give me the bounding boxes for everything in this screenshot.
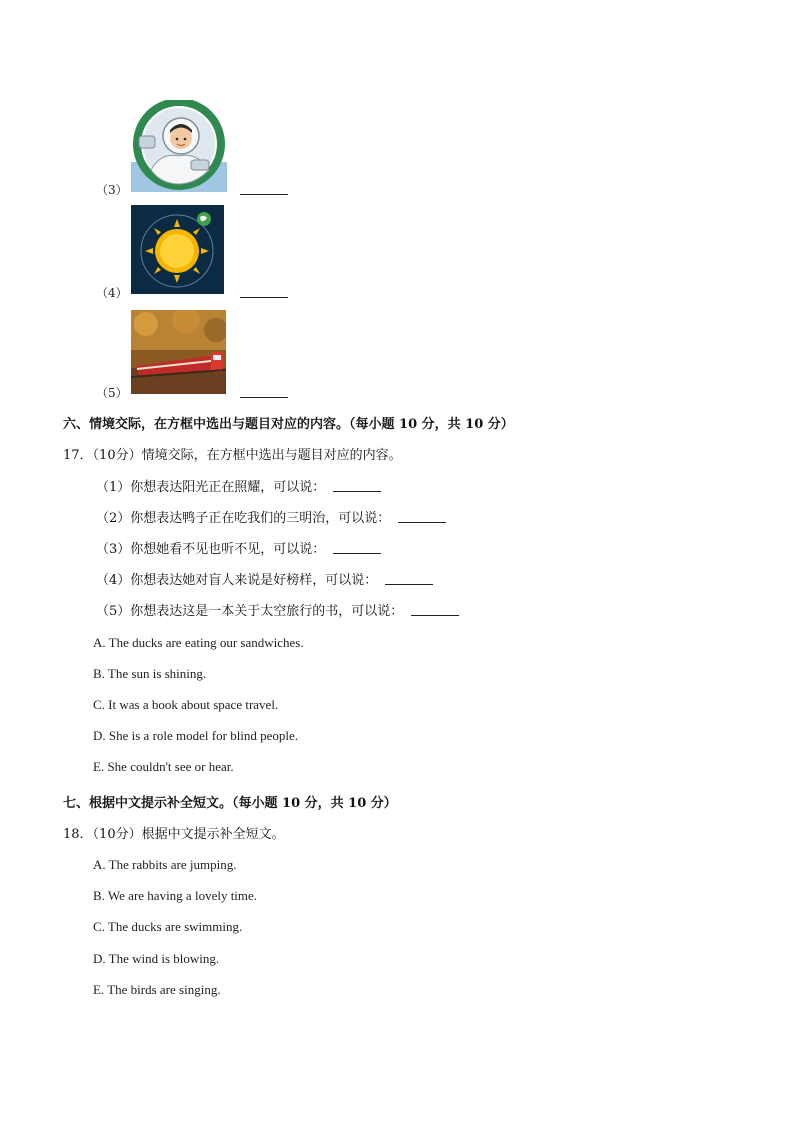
train-icon bbox=[131, 310, 226, 394]
option-b: B. We are having a lovely time. bbox=[93, 888, 258, 903]
prompt-text: （3）你想她看不见也听不见，可以说： bbox=[96, 542, 326, 557]
answer-blank[interactable] bbox=[333, 553, 381, 554]
prompt-item-3 bbox=[96, 538, 381, 557]
astronaut-icon bbox=[131, 100, 227, 192]
prompt-text: （2）你想表达鸭子正在吃我们的三明治，可以说： bbox=[96, 511, 391, 526]
prompt-item-1 bbox=[96, 476, 381, 495]
prompt-item-2 bbox=[96, 507, 446, 526]
prompt-item-4 bbox=[96, 569, 433, 588]
option-b: B. The sun is shining. bbox=[93, 666, 207, 681]
item-number: （5） bbox=[96, 386, 128, 400]
section-7-title: 七、根据中文提示补全短文。（每小题 10 分，共 10 分） bbox=[63, 796, 397, 811]
option-a: A. The ducks are eating our sandwiches. bbox=[93, 635, 304, 650]
option-c: C. It was a book about space travel. bbox=[93, 697, 279, 712]
answer-blank[interactable] bbox=[240, 194, 288, 195]
question-17: 17．（10分）情境交际，在方框中选出与题目对应的内容。 bbox=[63, 448, 402, 463]
prompt-text: （1）你想表达阳光正在照耀，可以说： bbox=[96, 480, 326, 495]
section-6-title: 六、情境交际，在方框中选出与题目对应的内容。（每小题 10 分，共 10 分） bbox=[63, 417, 514, 432]
answer-blank[interactable] bbox=[240, 397, 288, 398]
option-d: D. The wind is blowing. bbox=[93, 951, 220, 966]
option-d: D. She is a role model for blind people. bbox=[93, 728, 299, 743]
astronaut-picture bbox=[131, 100, 227, 192]
answer-blank[interactable] bbox=[240, 297, 288, 298]
answer-blank[interactable] bbox=[333, 491, 381, 492]
prompt-text: （5）你想表达这是一本关于太空旅行的书，可以说： bbox=[96, 604, 404, 619]
sun-earth-orbit-icon bbox=[131, 205, 224, 294]
option-a: A. The rabbits are jumping. bbox=[93, 857, 237, 872]
prompt-text: （4）你想表达她对盲人来说是好榜样，可以说： bbox=[96, 573, 378, 588]
item-number: （3） bbox=[96, 183, 128, 197]
sun-picture bbox=[131, 205, 224, 294]
question-18: 18．（10分）根据中文提示补全短文。 bbox=[63, 827, 285, 842]
answer-blank[interactable] bbox=[398, 522, 446, 523]
answer-blank[interactable] bbox=[411, 615, 459, 616]
train-picture bbox=[131, 310, 226, 394]
option-e: E. The birds are singing. bbox=[93, 982, 221, 997]
prompt-item-5 bbox=[96, 600, 459, 619]
item-number: （4） bbox=[96, 286, 128, 300]
answer-blank[interactable] bbox=[385, 584, 433, 585]
option-c: C. The ducks are swimming. bbox=[93, 919, 243, 934]
option-e: E. She couldn't see or hear. bbox=[93, 759, 234, 774]
